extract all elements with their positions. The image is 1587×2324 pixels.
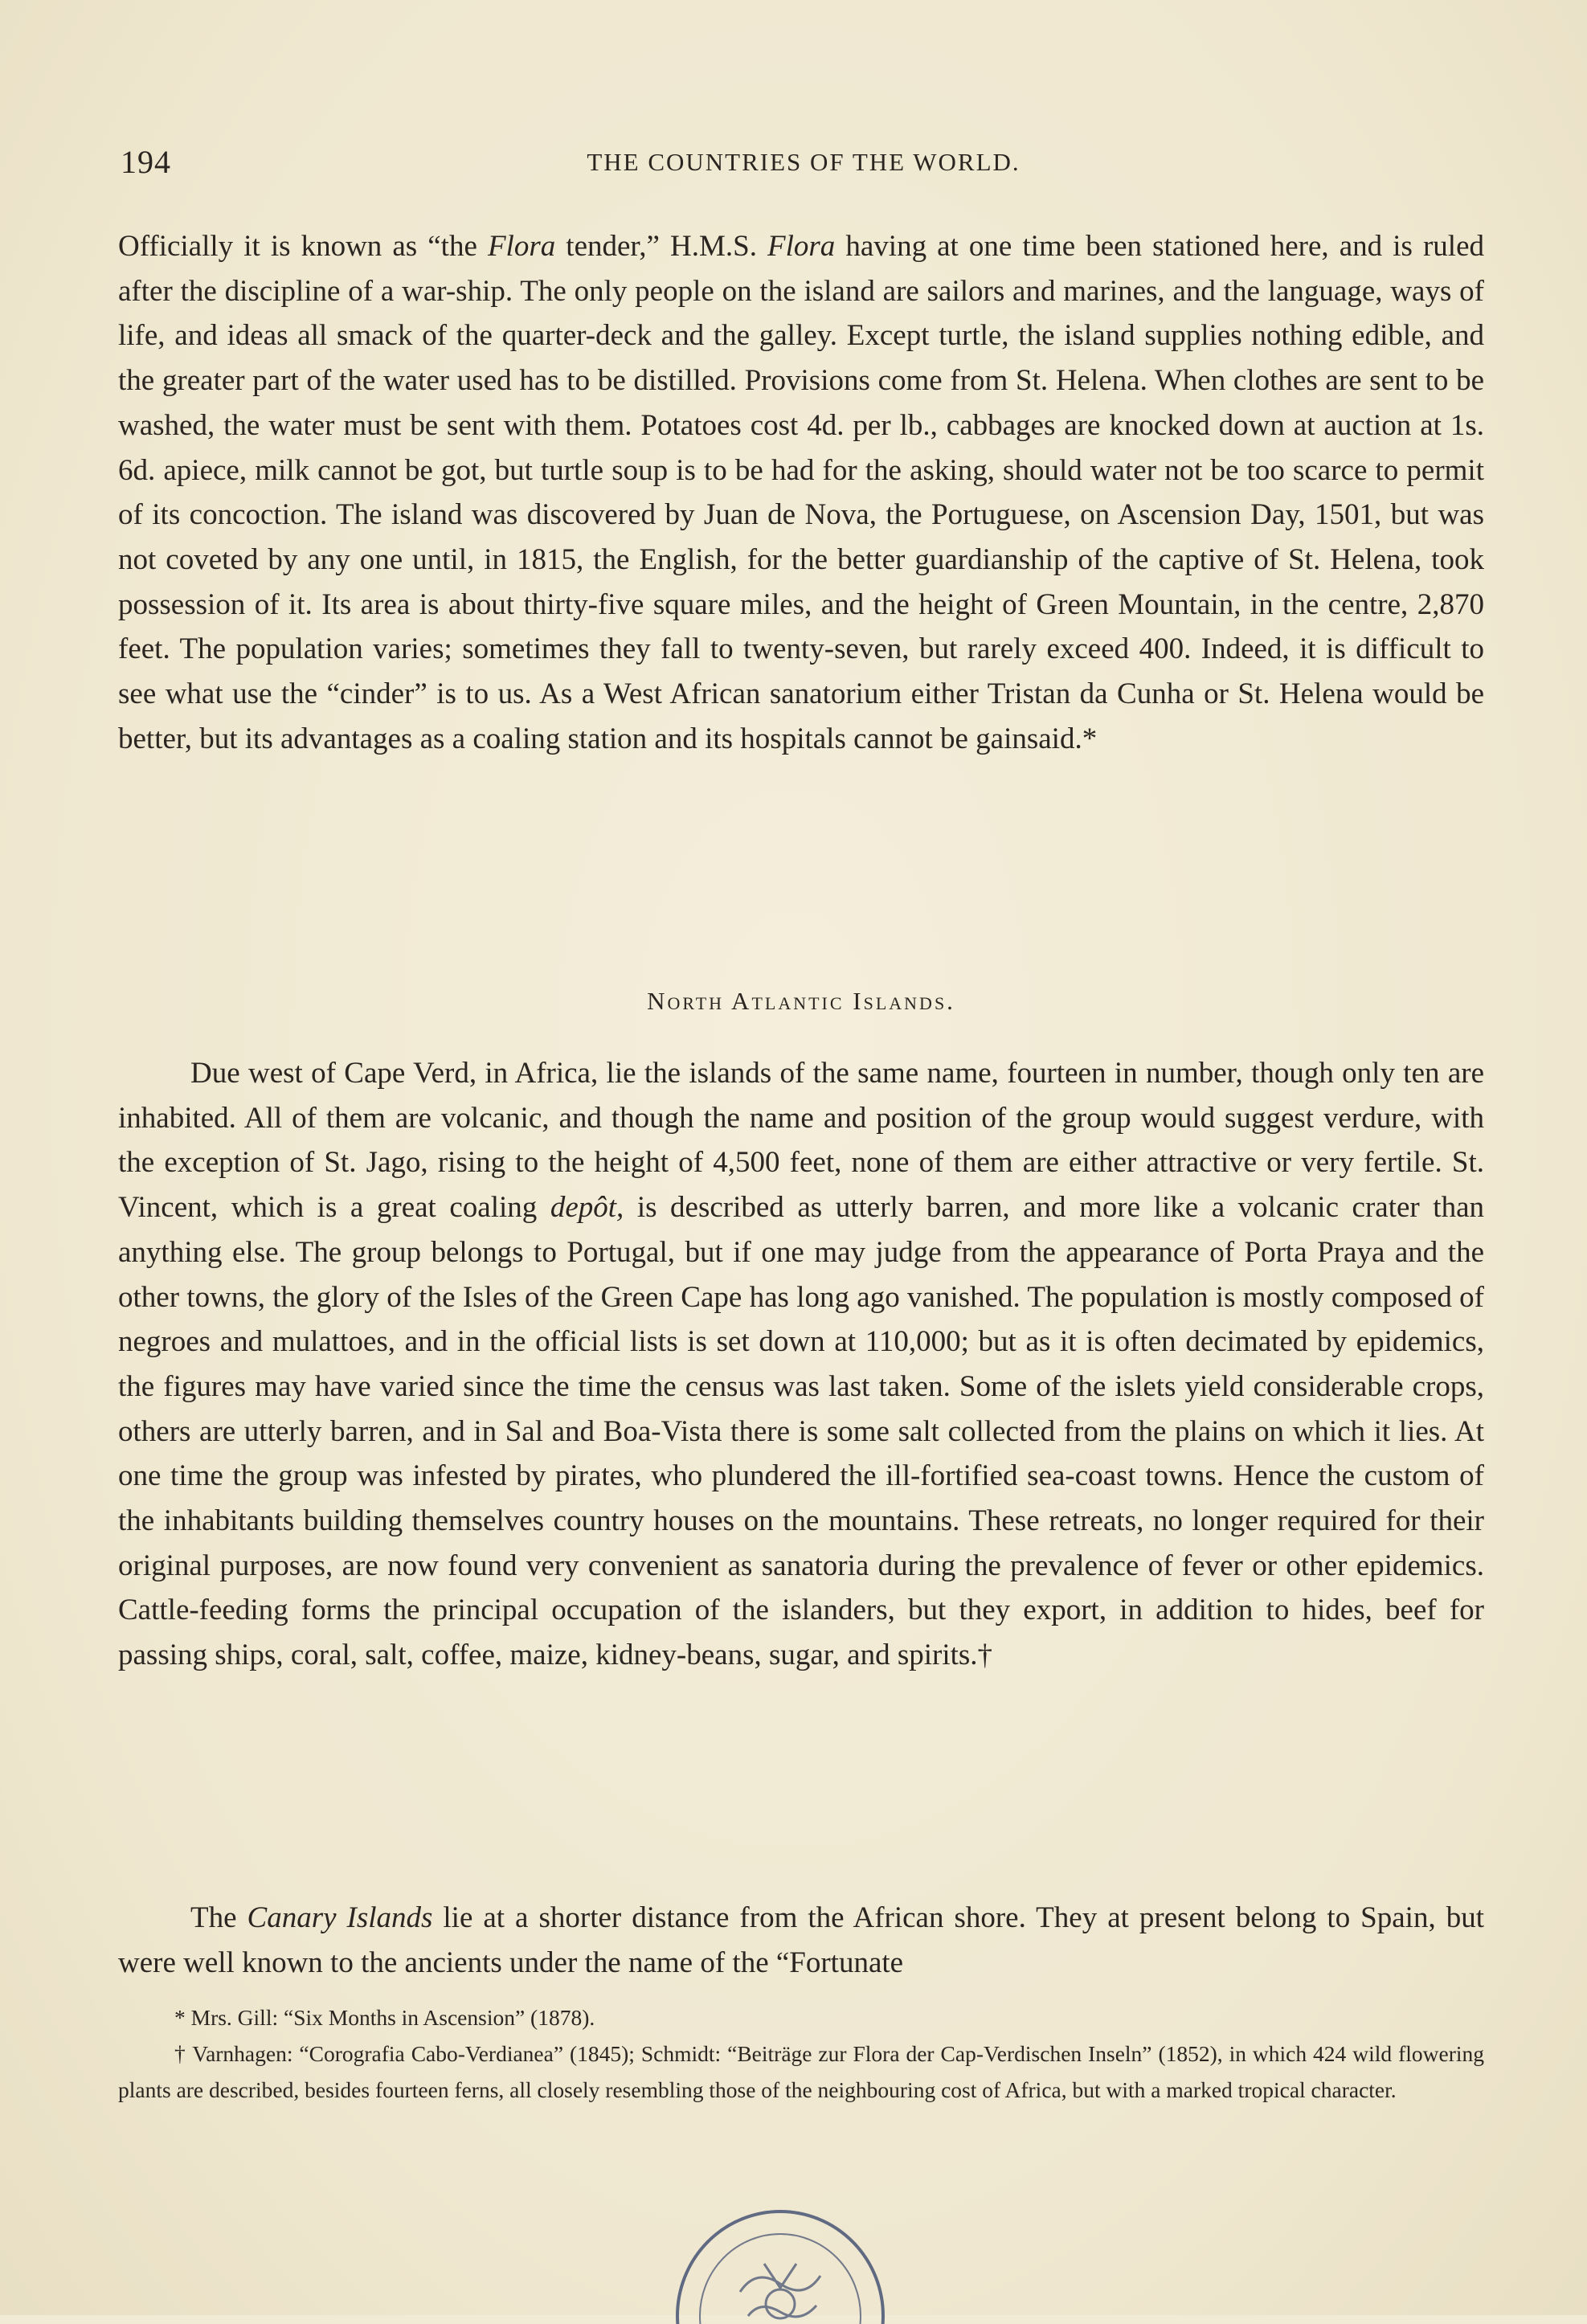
page-number: 194 xyxy=(121,144,171,180)
running-head: THE COUNTRIES OF THE WORLD. xyxy=(587,148,1021,176)
text-run: having at one time been stationed here, and is ruled after the discipline of a war-ship. The only people on the island are sailors and marines, and the language, ways of life, and ideas all smack of the quarter-deck and the galley. Except turtle, the island supplies nothing edible, and the greater part of the water used has to be distilled. Provisions come from St. Helena. When clothes are sent to be washed, the water must be sent with them. Potatoes cost 4d. per lb., cabbages are knocked down at auction at 1s. 6d. apiece, milk cannot be got, but turtle soup is to be had for the asking, should water not be too scarce to permit of its concoction. The island was discovered by Juan de Nova, the Portuguese, on Ascension Day, 1501, but was not coveted by any one until, in 1815, the English, for the better guardianship of the captive of St. Helena, took possession of it. Its area is about thirty-five square miles, and the height of Green Mountain, in the centre, 2,870 feet. The population varies; sometimes they fall to twenty-seven, but rarely exceed 400. Indeed, it is difficult to see what use the “cinder” is to us. As a West African sanatorium either Tristan da Cunha or St. Helena would be better, but its advantages as a coaling station and its hospitals cannot be gainsaid.* xyxy=(118,230,1484,755)
text-run: Due west of Cape Verd, in Africa, lie the islands of the same name, fourteen in number, though only ten are inhabited. All of them are volcanic, and though the name and position of the group would suggest verdure, with the exception of St. Jago, rising to the height of 4,500 feet, none of them are either attractive or very fertile. St. Vincent, which is a great coaling xyxy=(118,1057,1484,1225)
footnotes xyxy=(118,1999,1484,2108)
text-run: lie at a shorter distance from the African shore. They at present belong to Spain, but were well known to the ancients under the name of the “Fortunate xyxy=(118,1901,1484,1979)
italic-word: depôt, xyxy=(550,1191,624,1225)
text-run: The xyxy=(190,1901,247,1934)
footnote-1: * Mrs. Gill: “Six Months in Ascension” (1878). xyxy=(174,2005,595,2030)
library-stamp xyxy=(664,2187,897,2324)
text-run: Officially it is known as “the xyxy=(118,230,488,263)
footnote-2: † Varnhagen: “Corografia Cabo-Verdianea” (1845); Schmidt: “Beiträge zur Flora der Cap-Verdischen Inseln” (1852), in which 424 wild flowering plants are described, besides fourteen ferns, all closely resembling those of the neighbouring cost of Africa, but with a marked tropical character. xyxy=(118,2041,1484,2102)
museum-stamp-icon xyxy=(664,2187,897,2324)
italic-ship-name: Flora xyxy=(767,230,836,263)
section-heading xyxy=(118,987,1484,1016)
italic-ship-name: Flora xyxy=(487,230,556,263)
paragraph-cape-verd xyxy=(118,1051,1484,1678)
section-heading-text: North Atlantic Islands. xyxy=(647,987,955,1015)
italic-place-name: Canary Islands xyxy=(247,1901,433,1934)
text-run: tender,” H.M.S. xyxy=(555,230,768,263)
paragraph-canary-islands xyxy=(118,1896,1484,1985)
text-run: is described as utterly barren, and more like a volcanic crater than anything else. The group belongs to Portugal, but if one may judge from the appearance of Porta Praya and the other towns, the glory of the Isles of the Green Cape has long ago vanished. The population is mostly composed of negroes and mulattoes, and in the official lists is set down at 110,000; but as it is often decimated by epidemics, the figures may have varied since the time the census was last taken. Some of the islets yield considerable crops, others are utterly barren, and in Sal and Boa-Vista there is some salt collected from the plains on which it lies. At one time the group was infested by pirates, who plundered the ill-fortified sea-coast towns. Hence the custom of the inhabitants building themselves country houses on the mountains. These retreats, no longer required for their original purposes, are now found very convenient as sanatoria during the prevalence of fever or other epidemics. Cattle-feeding forms the principal occupation of the islanders, but they export, in addition to hides, beef for passing ships, coral, salt, coffee, maize, kidney-beans, sugar, and spirits.† xyxy=(118,1191,1484,1672)
page-header xyxy=(121,143,1487,191)
paragraph-ascension xyxy=(118,224,1484,761)
